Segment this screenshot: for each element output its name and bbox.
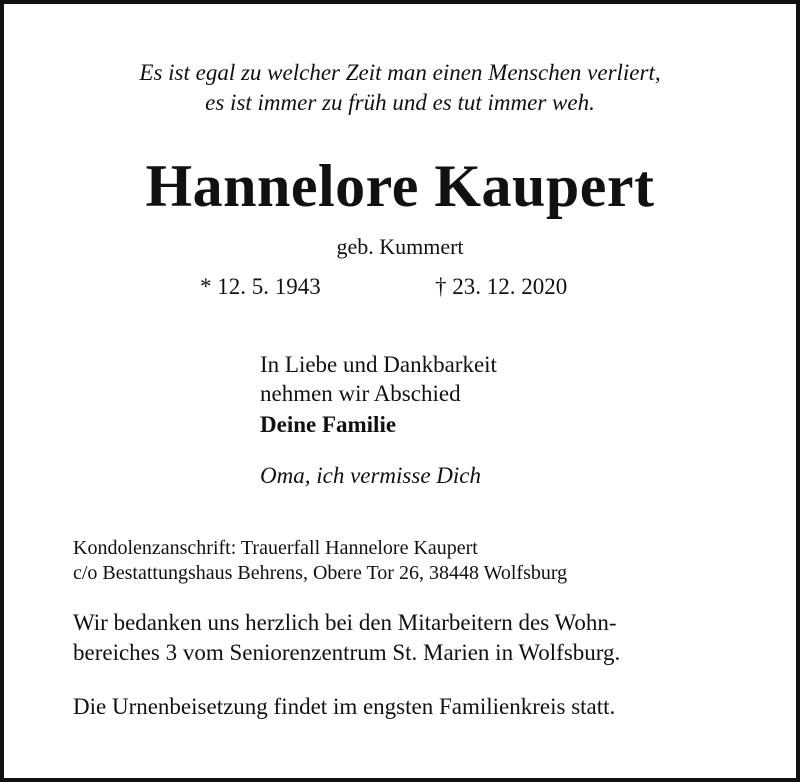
deceased-name: Hannelore Kaupert bbox=[145, 153, 655, 219]
farewell-line-2: nehmen wir Abschied bbox=[260, 381, 461, 406]
signature-family: Deine Familie bbox=[260, 412, 397, 437]
thanks-line-2: bereiches 3 vom Seniorenzentrum St. Marien in Wolfsburg. bbox=[73, 640, 621, 665]
burial-note: Die Urnenbeisetzung findet im engsten Familienkreis statt. bbox=[73, 694, 616, 719]
quote-line-2: es ist immer zu früh und es tut immer weh. bbox=[205, 90, 595, 115]
death-date: † 23. 12. 2020 bbox=[435, 274, 568, 299]
condolence-address-line-2: c/o Bestattungshaus Behrens, Obere Tor 26, 38448 Wolfsburg bbox=[73, 562, 568, 584]
thanks-line-1: Wir bedanken uns herzlich bei den Mitarbeitern des Wohn- bbox=[73, 610, 617, 635]
condolence-address-line-1: Kondolenzanschrift: Trauerfall Hannelore Kaupert bbox=[73, 537, 478, 559]
birth-date: * 12. 5. 1943 bbox=[200, 274, 321, 299]
birth-name: geb. Kummert bbox=[336, 234, 464, 259]
farewell-line-1: In Liebe und Dankbarkeit bbox=[260, 352, 497, 377]
personal-note: Oma, ich vermisse Dich bbox=[260, 463, 482, 488]
quote-line-1: Es ist egal zu welcher Zeit man einen Menschen verliert, bbox=[139, 60, 661, 85]
